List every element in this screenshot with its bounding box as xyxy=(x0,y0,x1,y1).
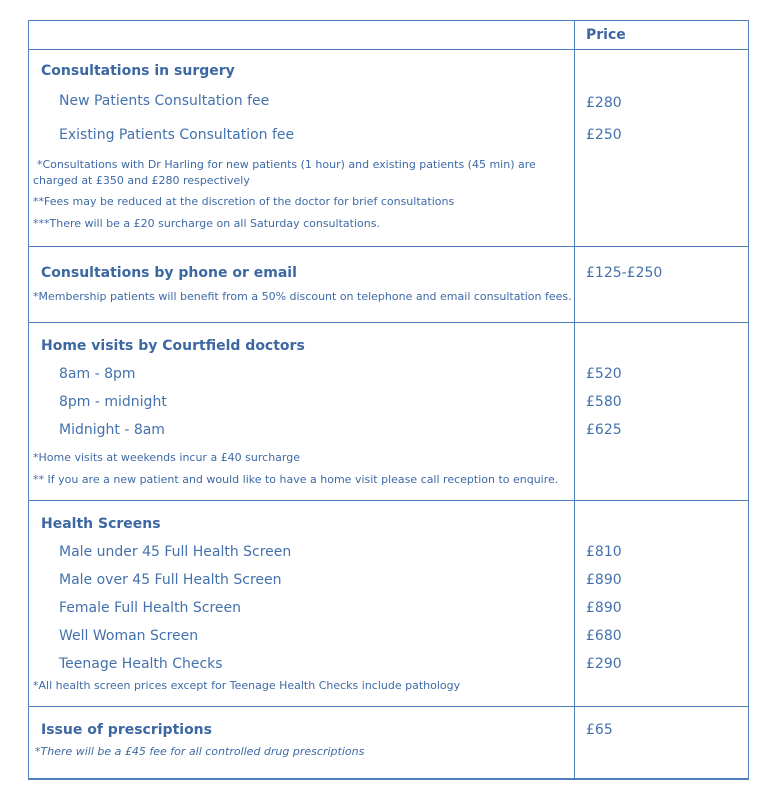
section-title-surgery: Consultations in surgery xyxy=(41,63,235,79)
item-price: £290 xyxy=(586,656,622,672)
item-price: £65 xyxy=(586,722,613,738)
price-table xyxy=(28,20,749,780)
note: *There will be a £45 fee for all controlled drug prescriptions xyxy=(35,745,365,758)
item-label: 8am - 8pm xyxy=(59,366,136,382)
price-column-header: Price xyxy=(586,27,626,43)
item-price: £125-£250 xyxy=(586,265,663,281)
note: ** If you are a new patient and would like to have a home visit please call reception to enquire. xyxy=(33,473,559,486)
section-title-phone: Consultations by phone or email xyxy=(41,265,297,281)
row-divider xyxy=(29,49,748,50)
item-price: £680 xyxy=(586,628,622,644)
item-label: Existing Patients Consultation fee xyxy=(59,127,295,143)
row-divider xyxy=(29,322,748,323)
note: *Membership patients will benefit from a 50% discount on telephone and email consultation fees. xyxy=(33,290,572,303)
column-divider xyxy=(574,21,575,778)
note: **Fees may be reduced at the discretion of the doctor for brief consultations xyxy=(33,195,455,208)
row-divider xyxy=(29,706,748,707)
item-price: £890 xyxy=(586,600,622,616)
item-price: £520 xyxy=(586,366,622,382)
item-price: £580 xyxy=(586,394,622,410)
item-label: Teenage Health Checks xyxy=(59,656,223,672)
row-divider xyxy=(29,246,748,247)
note: *Home visits at weekends incur a £40 surcharge xyxy=(33,451,301,464)
item-label: Male over 45 Full Health Screen xyxy=(59,572,282,588)
item-price: £250 xyxy=(586,127,622,143)
row-divider xyxy=(29,500,748,501)
section-title-health-screens: Health Screens xyxy=(41,516,161,532)
item-price: £890 xyxy=(586,572,622,588)
section-title-home-visits: Home visits by Courtfield doctors xyxy=(41,338,305,354)
note: *All health screen prices except for Teenage Health Checks include pathology xyxy=(33,679,461,692)
section-title-prescriptions: Issue of prescriptions xyxy=(41,722,212,738)
item-price: £810 xyxy=(586,544,622,560)
note: *Consultations with Dr Harling for new patients (1 hour) and existing patients (45 min) are charged at £350 and £280 respectively xyxy=(33,158,536,187)
item-price: £625 xyxy=(586,422,622,438)
item-price: £280 xyxy=(586,95,622,111)
item-label: Female Full Health Screen xyxy=(59,600,242,616)
note: ***There will be a £20 surcharge on all Saturday consultations. xyxy=(33,217,380,230)
item-label: 8pm - midnight xyxy=(59,394,167,410)
item-label: Midnight - 8am xyxy=(59,422,165,438)
item-label: Well Woman Screen xyxy=(59,628,199,644)
item-label: New Patients Consultation fee xyxy=(59,93,270,109)
item-label: Male under 45 Full Health Screen xyxy=(59,544,292,560)
